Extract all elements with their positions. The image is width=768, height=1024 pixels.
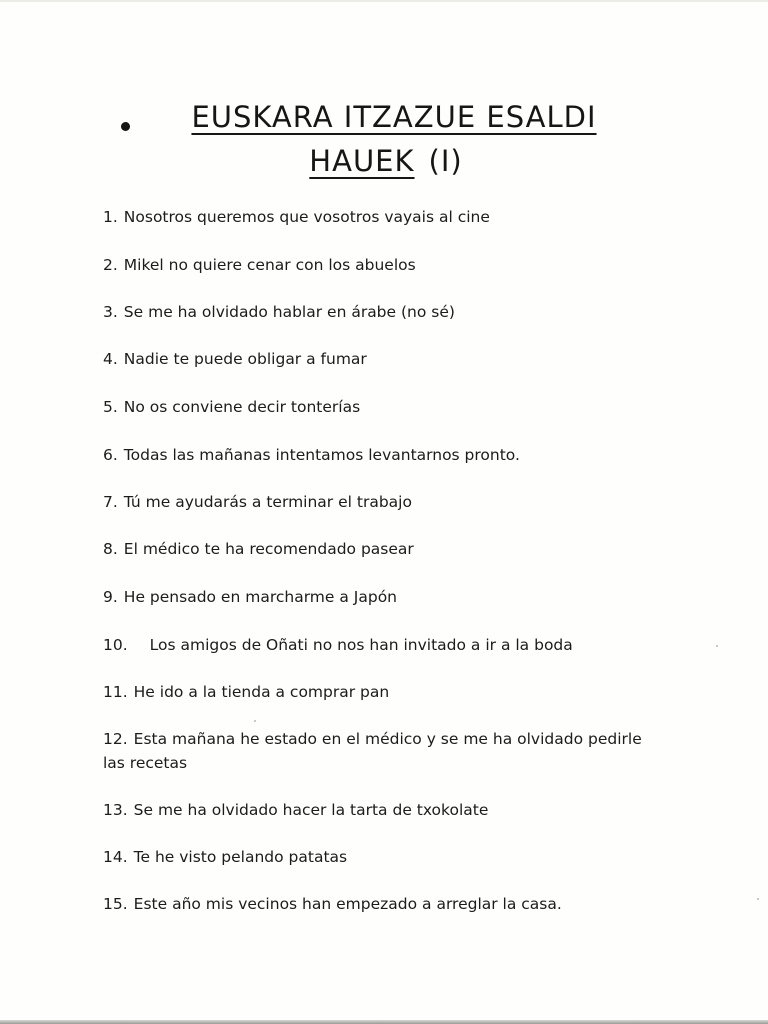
item-text: Tú me ayudarás a terminar el trabajo: [123, 493, 412, 511]
item-text: Se me ha olvidado hablar en árabe (no sé): [123, 303, 455, 321]
list-item: [103, 443, 663, 467]
item-text: Todas las mañanas intentamos levantarnos pronto.: [123, 446, 520, 464]
item-text: Este año mis vecinos han empezado a arreglar la casa.: [133, 895, 562, 913]
title-suffix: (I): [428, 144, 463, 178]
list-item: [103, 798, 663, 822]
item-number: 5.: [103, 398, 118, 416]
list-item: [103, 845, 663, 869]
list-item: [103, 253, 663, 277]
item-text: He pensado en marcharme a Japón: [123, 588, 397, 606]
title-line-2: [2, 144, 768, 178]
item-text: No os conviene decir tonterías: [123, 398, 361, 416]
item-text: Se me ha olvidado hacer la tarta de txokolate: [133, 801, 489, 819]
item-number: 12.: [103, 730, 128, 748]
list-item: [103, 395, 663, 419]
item-text: Mikel no quiere cenar con los abuelos: [123, 256, 416, 274]
item-number: 15.: [103, 895, 128, 913]
item-text: Esta mañana he estado en el médico y se me ha olvidado pedirle las recetas: [103, 730, 642, 772]
item-text: Nosotros queremos que vosotros vayais al cine: [123, 208, 490, 226]
title-line-1: [10, 100, 768, 134]
scan-edge-top: [0, 0, 768, 2]
scan-speck: [254, 720, 256, 722]
scan-speck: [716, 645, 718, 647]
scan-edge-bottom: [0, 1020, 768, 1024]
item-number: 9.: [103, 588, 118, 606]
item-text: El médico te ha recomendado pasear: [123, 540, 414, 558]
list-item: [103, 633, 663, 657]
list-item: [103, 537, 663, 561]
item-number: 11.: [103, 683, 128, 701]
item-number: 14.: [103, 848, 128, 866]
item-text: Nadie te puede obligar a fumar: [123, 350, 367, 368]
item-number: 7.: [103, 493, 118, 511]
scan-speck: [757, 898, 759, 900]
item-text: Los amigos de Oñati no nos han invitado a ir a la boda: [149, 636, 573, 654]
list-item: [103, 585, 663, 609]
title-text-2: HAUEK: [309, 144, 415, 178]
item-text: He ido a la tienda a comprar pan: [133, 683, 390, 701]
item-number: 4.: [103, 350, 118, 368]
list-item: [103, 490, 663, 514]
item-number: 8.: [103, 540, 118, 558]
item-number: 3.: [103, 303, 118, 321]
list-item: [103, 205, 663, 229]
list-item: [103, 347, 663, 371]
item-number: 10.: [103, 636, 128, 654]
title-text-1: EUSKARA ITZAZUE ESALDI: [191, 100, 597, 134]
list-item: [103, 727, 663, 775]
list-item: [103, 892, 663, 916]
item-number: 1.: [103, 208, 118, 226]
item-number: 2.: [103, 256, 118, 274]
list-item: [103, 680, 663, 704]
item-number: 13.: [103, 801, 128, 819]
list-item: [103, 300, 663, 324]
item-number: 6.: [103, 446, 118, 464]
item-text: Te he visto pelando patatas: [133, 848, 348, 866]
